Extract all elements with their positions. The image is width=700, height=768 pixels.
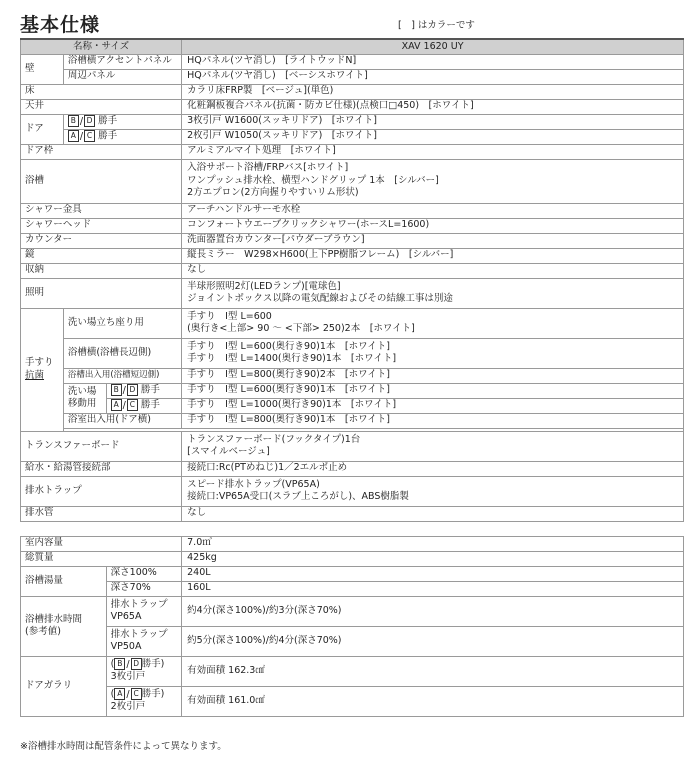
lighting-line: ジョイントボックス以降の電気配線およびその結線工事は別途 [187,293,453,304]
handrail-line: 手すり I型 L=600 [187,310,272,322]
color-note: [ ] はカラーです [398,20,475,31]
handrail-line: (奥行き<上部> 90 ～ <下部> 250)2本 [ホワイト] [187,323,415,334]
table-row [21,84,684,99]
hand-text: 勝手 [98,130,118,142]
ceiling-value: 化粧鋼板複合パネル(抗菌・防カビ仕様)(点検口□450) [ホワイト] [182,99,684,114]
drain-time-value: 約4分(深さ100%)/約3分(深さ70%) [182,596,684,626]
bathtub-line: 入浴サポート浴槽/FRPバス[ホワイト] [187,162,349,174]
drain-pipe-value: なし [182,506,684,521]
hand-tag: C [84,130,95,142]
page-title: 基本仕様 [20,14,101,36]
hand-text: 勝手 [140,399,160,411]
drain-pipe-label: 排水管 [21,506,182,521]
handrail-line: 手すり I型 L=600(奥行き90)1本 [ホワイト] [187,340,391,352]
table-row [21,506,684,521]
table-row [21,383,684,398]
weight-label: 総質量 [21,551,182,566]
door-label: ドア [21,114,64,144]
tub-volume-value: 160L [182,581,684,596]
drain-time-text: 浴槽排水時間 [25,613,83,625]
hand-tag: A [111,399,122,411]
table-row [21,476,684,506]
section-gap [21,521,684,536]
wall-sub-label: 周辺パネル [63,69,181,84]
bathtub-label: 浴槽 [21,159,182,203]
wall-label: 壁 [21,54,64,84]
drain-time-sub [106,626,181,656]
table-row [21,686,684,716]
table-row [21,99,684,114]
table-row [21,233,684,248]
hand-tag: B [68,115,79,127]
handrail-value: 手すり I型 L=800(奥行き90)2本 [ホワイト] [182,368,684,383]
gap-cell [21,521,684,536]
handrail-hand-label: A / C 勝手 [106,398,181,413]
header-name-size: 名称・サイズ [21,39,182,54]
transfer-board-label: トランスファーボード [21,431,182,461]
table-row [21,368,684,383]
drain-time-sub-text: VP50A [110,641,142,652]
lighting-label: 照明 [21,278,182,308]
trap-line: スピード排水トラップ(VP65A) [187,478,320,490]
bathtub-line: ワンプッシュ排水栓、横型ハンドグリップ 1本 [シルバー] [187,174,439,186]
capacity-label: 室内容量 [21,536,182,551]
hand-tag: A [114,688,125,700]
table-row [21,114,684,129]
tub-volume-value: 240L [182,566,684,581]
handrail-value: 手すり I型 L=1000(奥行き90)1本 [ホワイト] [182,398,684,413]
handrail-sub-label: 浴室出入用(ドア横) [63,413,181,428]
bathtub-line: 2方エプロン(2方向握りやすいリム形状) [187,187,359,199]
header-model: XAV 1620 UY [182,39,684,54]
hand-tag: C [127,399,138,411]
shower-fitting-value: アーチハンドルサーモ水栓 [182,203,684,218]
hand-tag: D [127,384,138,396]
handrail-hand-label: B / D 勝手 [106,383,181,398]
supply-value: 接続口:Rc(PTめねじ)1／2エルボ止め [182,461,684,476]
handrail-antibacterial: 抗菌 [25,369,45,381]
trap-label: 排水トラップ [21,476,182,506]
table-row [21,626,684,656]
hand-tag: A [68,130,79,142]
tub-volume-sub: 深さ100% [106,566,181,581]
table-row [21,278,684,308]
handrail-value [182,308,684,338]
drain-time-sub [106,596,181,626]
door-glass-sub [106,656,181,686]
transfer-board-value [182,431,684,461]
table-row [21,218,684,233]
table-row [21,461,684,476]
storage-label: 収納 [21,263,182,278]
supply-label: 給水・給湯管接続部 [21,461,182,476]
door-value: 2枚引戸 W1050(スッキリドア) [ホワイト] [182,129,684,144]
table-row [21,338,684,368]
handrail-move-label [63,383,106,413]
floor-label: 床 [21,84,182,99]
handrail-sub-label: 浴槽出入用(浴槽短辺側) [63,368,181,383]
door-glass-sub-text: 3枚引戸 [110,671,146,683]
wall-value: HQパネル(ツヤ消し) [ベーシスホワイト] [182,69,684,84]
table-row [21,144,684,159]
drain-time-value: 約5分(深さ100%)/約4分(深さ70%) [182,626,684,656]
shower-head-value: コンフォートウエーブクリックシャワー(ホースL=1600) [182,218,684,233]
trap-value [182,476,684,506]
bathtub-value [182,159,684,203]
hand-tag: D [84,115,95,127]
handrail-sub-label: 浴槽横(浴槽長辺側) [63,338,181,368]
handrail-value [182,338,684,368]
mirror-value: 縦長ミラー W298×H600(上下PP樹脂フレーム) [シルバー] [182,248,684,263]
door-glass-hand: ( B / D 勝手) [110,658,165,670]
handrail-label [21,308,64,431]
hand-tag: B [111,384,122,396]
ceiling-label: 天井 [21,99,182,114]
door-glass-value: 有効面積 161.0㎠ [182,686,684,716]
table-row [21,566,684,581]
handrail-value: 手すり I型 L=800(奥行き90)1本 [ホワイト] [182,413,684,428]
door-glass-value: 有効面積 162.3㎠ [182,656,684,686]
hand-tag: B [114,658,125,670]
hand-text: 勝手 [98,115,118,127]
handrail-line: 手すり I型 L=1400(奥行き90)1本 [ホワイト] [187,353,397,364]
door-glass-sub [106,686,181,716]
capacity-value: 7.0㎥ [182,536,684,551]
tub-volume-label: 浴槽湯量 [21,566,107,596]
door-value: 3枚引戸 W1600(スッキリドア) [ホワイト] [182,114,684,129]
wall-sub-label: 浴槽横アクセントパネル [63,54,181,69]
transfer-board-line: [スマイルベージュ] [187,446,270,457]
table-row [21,263,684,278]
trap-line: 接続口:VP65A受口(スラブ上ころがし)、ABS樹脂製 [187,491,409,502]
counter-value: 洗面器置台カウンター[パウダーブラウン] [182,233,684,248]
door-hand-label: B / D 勝手 [63,114,181,129]
table-row [21,398,684,413]
hand-text: 勝手 [141,688,161,700]
shower-head-label: シャワーヘッド [21,218,182,233]
weight-value: 425kg [182,551,684,566]
footnote: ※浴槽排水時間は配管条件によって異なります。 [20,741,227,752]
storage-value: なし [182,263,684,278]
spec-table [20,38,684,717]
door-glass-label: ドアガラリ [21,656,107,716]
lighting-value [182,278,684,308]
door-frame-value: アルミアルマイト処理 [ホワイト] [182,144,684,159]
handrail-move-text: 移動用 [67,398,97,409]
drain-time-sub-text: VP65A [110,611,142,622]
mirror-label: 鏡 [21,248,182,263]
table-row [21,203,684,218]
table-row [21,596,684,626]
transfer-board-line: トランスファーボード(フックタイプ)1台 [187,433,361,445]
shower-fitting-label: シャワー金具 [21,203,182,218]
handrail-sub-label: 洗い場立ち座り用 [63,308,181,338]
table-row [21,54,684,69]
hand-text: 勝手 [140,384,160,396]
handrail-label-text: 手すり [25,357,54,369]
table-header-row [21,39,684,54]
wall-value: HQパネル(ツヤ消し) [ライトウッドN] [182,54,684,69]
hand-text: 勝手 [141,658,161,670]
drain-time-sub-text: 排水トラップ [110,628,168,640]
table-row [21,413,684,428]
table-row [21,129,684,144]
door-hand-label: A / C 勝手 [63,129,181,144]
table-row [21,69,684,84]
table-row [21,656,684,686]
drain-time-label [21,596,107,656]
handrail-value: 手すり I型 L=600(奥行き90)1本 [ホワイト] [182,383,684,398]
door-glass-hand: ( A / C 勝手) [110,688,165,700]
drain-time-sub-text: 排水トラップ [110,598,168,610]
tub-volume-sub: 深さ70% [106,581,181,596]
handrail-move-text: 洗い場 [67,385,97,397]
table-row [21,581,684,596]
table-row [21,159,684,203]
table-row [21,551,684,566]
table-row [21,248,684,263]
hand-tag: C [131,688,142,700]
lighting-line: 半球形照明2灯(LEDランプ)[電球色] [187,280,341,292]
door-frame-label: ドア枠 [21,144,182,159]
table-row [21,536,684,551]
drain-time-text: (参考値) [25,626,61,637]
table-row [21,431,684,461]
hand-tag: D [131,658,142,670]
floor-value: カラリ床FRP製 [ベージュ](単色) [182,84,684,99]
counter-label: カウンター [21,233,182,248]
table-row [21,308,684,338]
door-glass-sub-text: 2枚引戸 [110,701,146,713]
